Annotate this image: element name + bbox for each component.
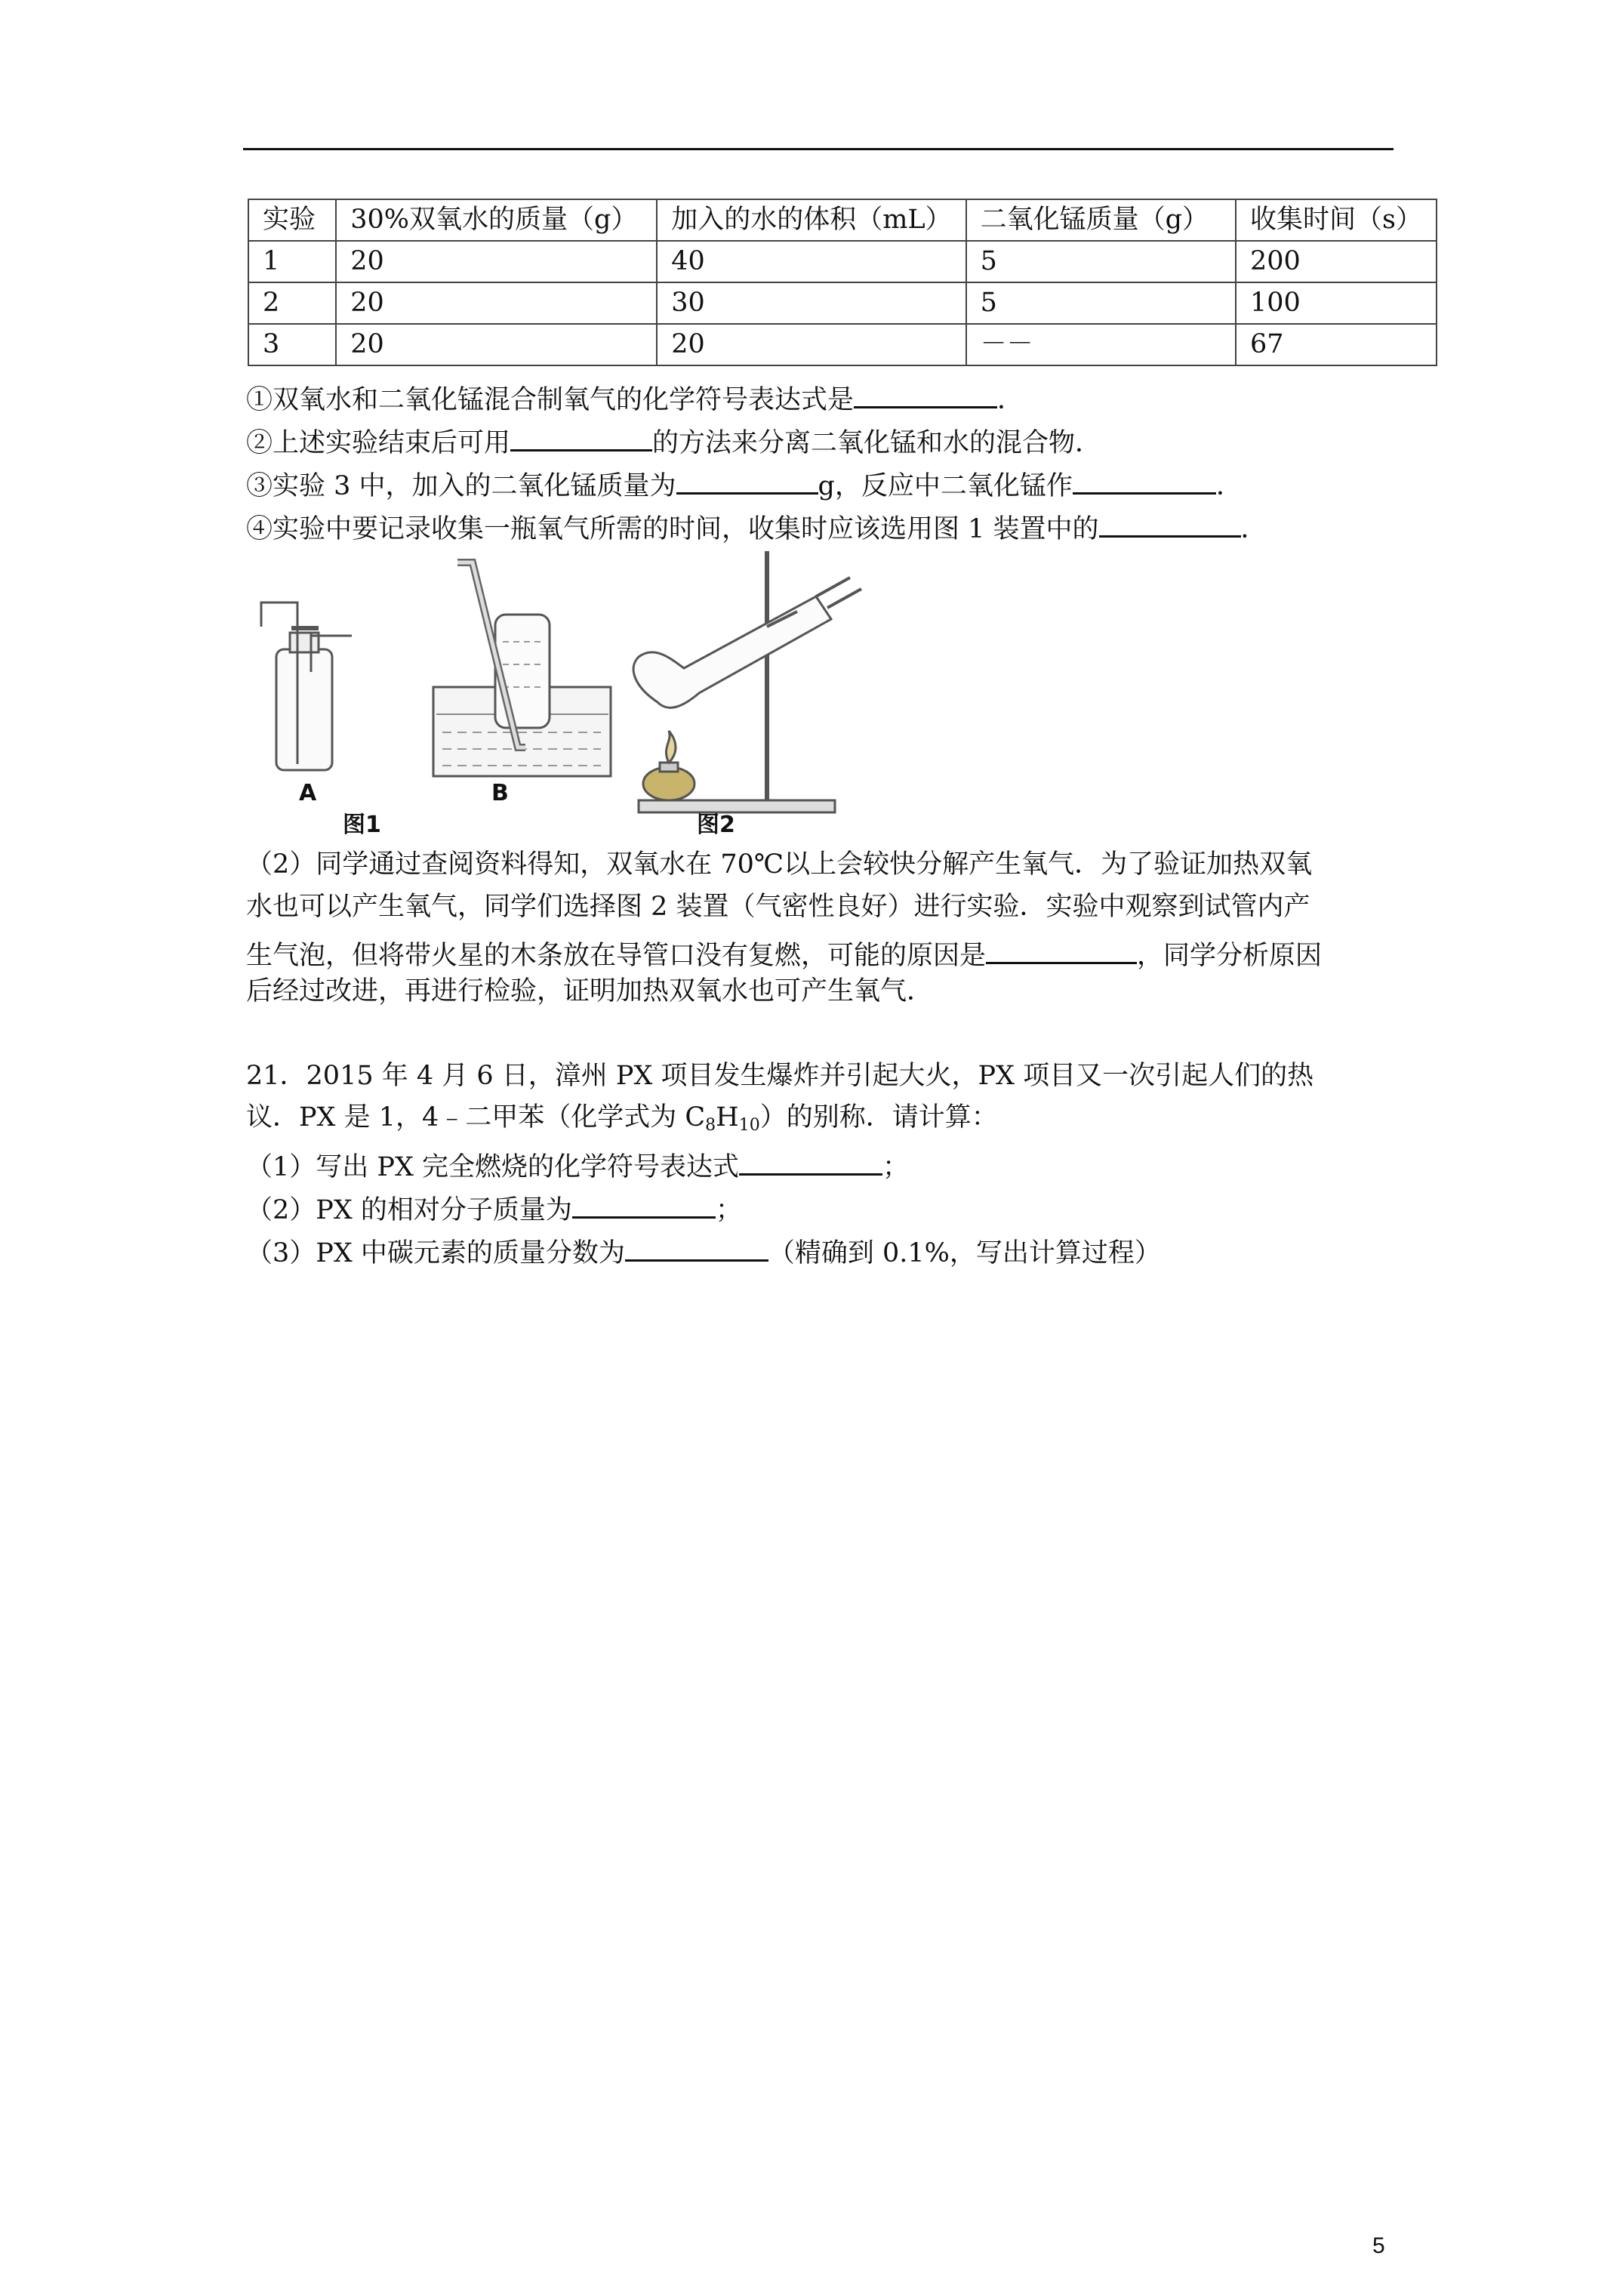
apparatus-drawing xyxy=(246,544,873,838)
question-2-line-4: 后经过改进，再进行检验，证明加热双氧水也可产生氧气． xyxy=(246,976,934,1006)
question-text: ）的别称．请计算： xyxy=(759,1102,998,1133)
table-cell: 200 xyxy=(1236,241,1437,282)
label-b: B xyxy=(491,780,509,806)
table-cell: 2 xyxy=(248,282,336,324)
table-row xyxy=(248,241,1437,282)
table-cell: 3 xyxy=(248,324,336,365)
question-text: ． xyxy=(997,385,1024,415)
answer-blank[interactable] xyxy=(676,467,818,495)
question-2-line-2: 水也可以产生氧气，同学们选择图 2 装置（气密性良好）进行实验．实验中观察到试管内产 xyxy=(246,892,1310,922)
question-text: （3）PX 中碳元素的质量分数为 xyxy=(246,1238,625,1268)
question-21-line-2 xyxy=(246,1102,998,1135)
question-text: g，反应中二氧化锰作 xyxy=(818,471,1073,501)
question-text: ①双氧水和二氧化锰混合制氧气的化学符号表达式是 xyxy=(246,385,855,415)
apparatus-figure xyxy=(246,544,873,838)
gas-washing-bottle-a xyxy=(261,603,352,770)
question-1-item-4 xyxy=(246,510,1267,543)
table-cell: 5 xyxy=(966,241,1236,282)
answer-blank[interactable] xyxy=(854,381,997,408)
question-text: ． xyxy=(1240,514,1267,544)
question-1-item-1 xyxy=(246,381,1024,414)
table-cell: 20 xyxy=(336,241,657,282)
answer-blank[interactable] xyxy=(1073,467,1216,495)
header-rule xyxy=(243,148,1394,150)
table-cell: －－ xyxy=(966,324,1236,365)
question-2-line-1: （2）同学通过查阅资料得知，双氧水在 70℃以上会较快分解产生氧气．为了验证加热双氧 xyxy=(246,849,1313,880)
question-text: ②上述实验结束后可用 xyxy=(246,428,511,458)
question-text: （1）写出 PX 完全燃烧的化学符号表达式 xyxy=(246,1152,739,1182)
figure-1-caption: 图1 xyxy=(343,812,381,838)
question-text: （精确到 0.1%，写出计算过程） xyxy=(768,1238,1161,1268)
label-a: A xyxy=(299,780,317,806)
table-header-cell: 实验 xyxy=(248,199,336,241)
answer-blank[interactable] xyxy=(572,1191,716,1219)
table-cell: 67 xyxy=(1236,324,1437,365)
table-header-cell: 二氧化锰质量（g） xyxy=(966,199,1236,241)
question-21-part-3 xyxy=(246,1234,1161,1267)
answer-blank[interactable] xyxy=(1099,510,1241,538)
answer-blank[interactable] xyxy=(625,1234,768,1262)
page-number: 5 xyxy=(1372,2233,1385,2258)
question-text: H xyxy=(716,1102,739,1133)
question-text: 生气泡，但将带火星的木条放在导管口没有复燃，可能的原因是 xyxy=(246,941,987,971)
table-cell: 40 xyxy=(657,241,965,282)
table-cell: 1 xyxy=(248,241,336,282)
question-text: 的方法来分离二氧化锰和水的混合物． xyxy=(652,428,1102,458)
question-text: ④实验中要记录收集一瓶氧气所需的时间，收集时应该选用图 1 装置中的 xyxy=(246,514,1099,544)
table-cell: 5 xyxy=(966,282,1236,324)
table-header-cell: 加入的水的体积（mL） xyxy=(657,199,965,241)
table-header-cell: 30%双氧水的质量（g） xyxy=(336,199,657,241)
table-cell: 20 xyxy=(336,282,657,324)
table-cell: 30 xyxy=(657,282,965,324)
iron-stand-with-test-tube xyxy=(633,551,861,812)
question-text: 议．PX 是 1，4﹣二甲苯（化学式为 C xyxy=(246,1102,706,1133)
figure-2-caption: 图2 xyxy=(697,812,735,838)
table-cell: 20 xyxy=(336,324,657,365)
question-1-item-3 xyxy=(246,467,1243,500)
table-row xyxy=(248,282,1437,324)
answer-blank[interactable] xyxy=(739,1148,882,1176)
answer-blank[interactable] xyxy=(510,424,652,451)
question-1-item-2 xyxy=(246,424,1101,457)
question-text: ． xyxy=(1215,471,1243,501)
table-header-cell: 收集时间（s） xyxy=(1236,199,1437,241)
question-21-line-1: 21．2015 年 4 月 6 日，漳州 PX 项目发生爆炸并引起大火，PX 项目又一次引起人们的热 xyxy=(246,1061,1314,1091)
question-text: （2）PX 的相对分子质量为 xyxy=(246,1195,572,1225)
question-text: ； xyxy=(882,1152,910,1182)
table-row xyxy=(248,324,1437,365)
question-text: ③实验 3 中，加入的二氧化锰质量为 xyxy=(246,471,676,501)
question-21-part-1 xyxy=(246,1148,909,1181)
question-text: ，同学分析原因 xyxy=(1137,941,1323,971)
answer-blank[interactable] xyxy=(986,936,1137,964)
question-text: ； xyxy=(715,1195,742,1225)
table-header-row xyxy=(248,199,1437,241)
subscript: 8 xyxy=(705,1116,716,1135)
question-21-part-2 xyxy=(246,1191,742,1224)
subscript: 10 xyxy=(738,1116,760,1135)
question-2-line-3 xyxy=(246,936,1322,969)
experiment-table xyxy=(248,199,1437,366)
table-cell: 20 xyxy=(657,324,965,365)
table-cell: 100 xyxy=(1236,282,1437,324)
water-trough-b xyxy=(433,562,611,776)
